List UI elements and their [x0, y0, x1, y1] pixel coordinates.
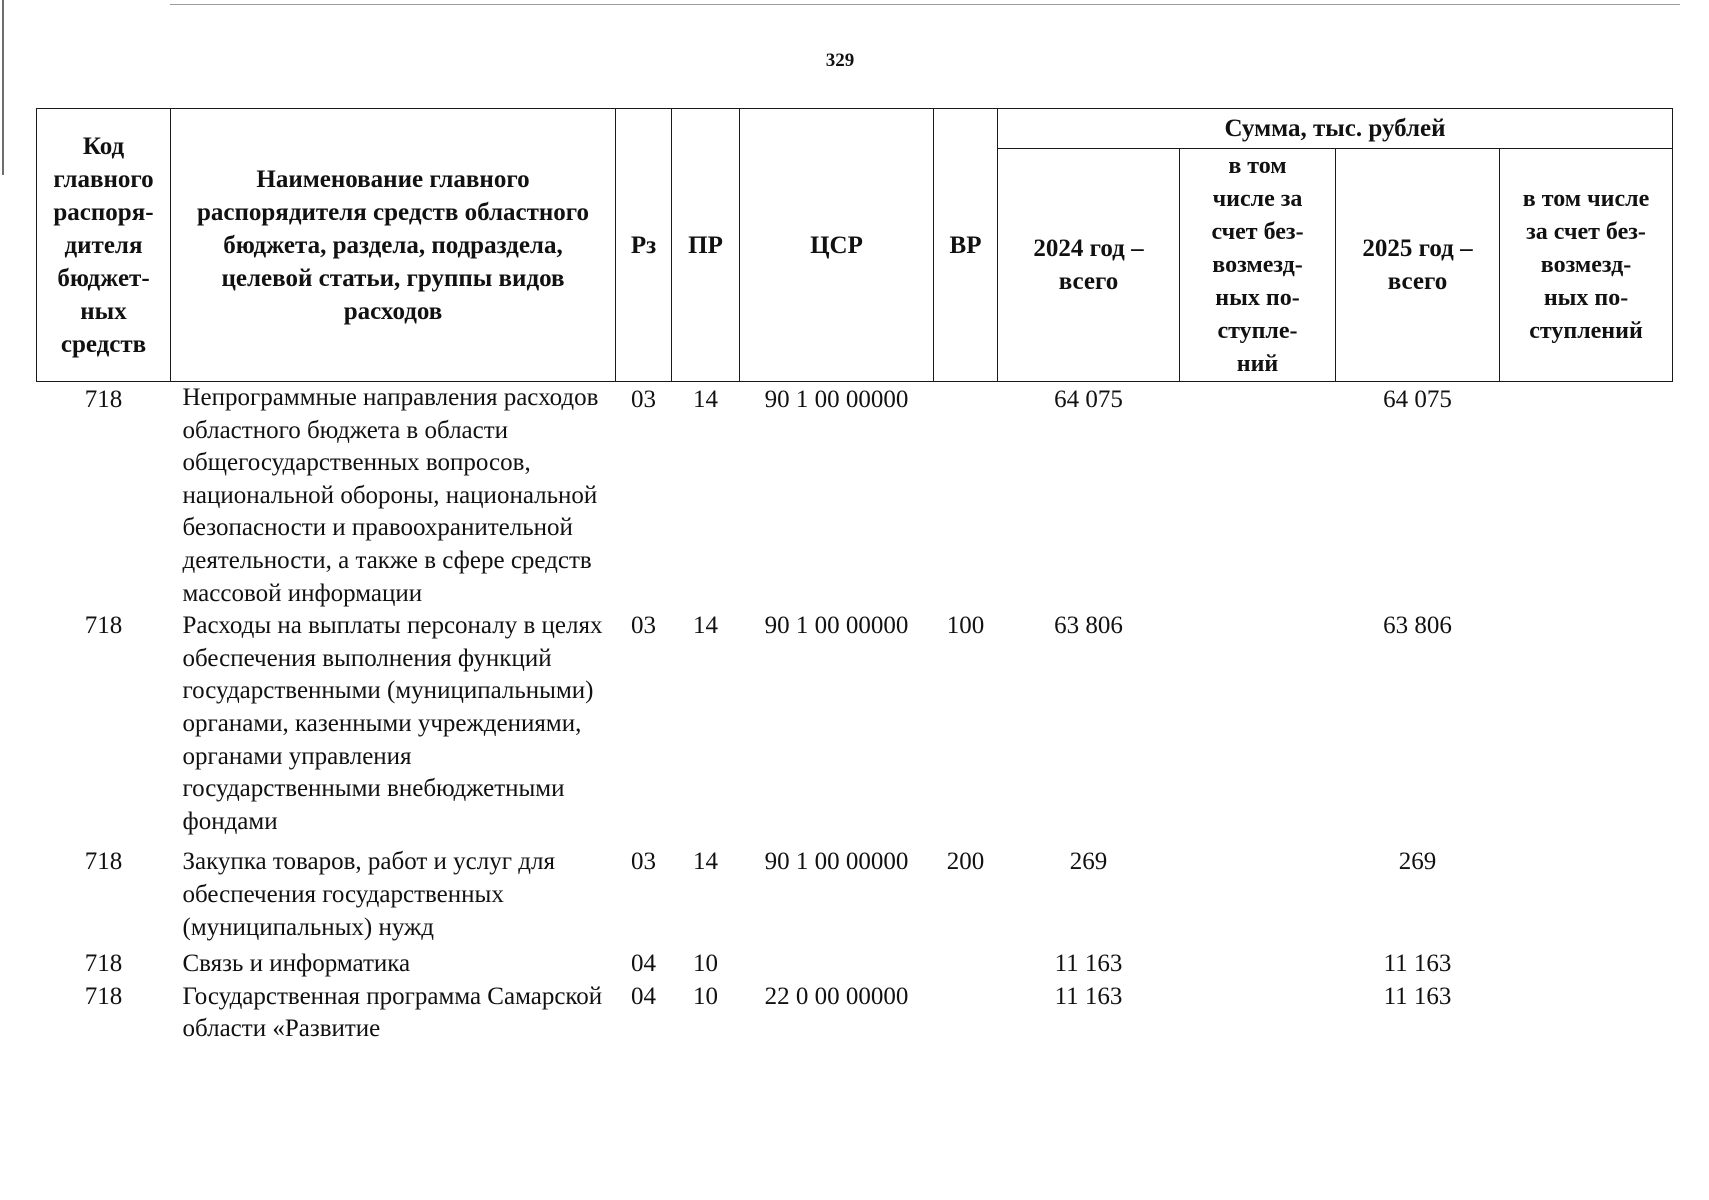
cell-sum-2025: 269 — [1398, 848, 1437, 876]
page-number: 329 — [825, 50, 855, 71]
cell-vr — [934, 382, 998, 611]
cell-bezvozm-2025 — [1500, 382, 1673, 611]
header-name: Наименование главного распорядителя средств областного бюджета, раздела, подраздела, целевой статьи, группы видов расходов — [171, 109, 616, 382]
cell-vr — [934, 944, 998, 981]
header-sum-2024: 2024 год – всего — [998, 149, 1180, 382]
cell-name: Непрограммные направления расходов областного бюджета в области общегосударственных вопросов, национальной обороны, национальной безопасности и правоохранительной деятельности, а также в сфере средств массовой информации — [182, 384, 599, 607]
cell-name: Закупка товаров, работ и услуг для обеспечения государственных (муниципальных) нужд — [182, 848, 555, 941]
cell-bezvozm-2024 — [1180, 838, 1336, 944]
table-row — [37, 838, 1673, 944]
cell-pr: 10 — [693, 982, 718, 1010]
table-row — [37, 610, 1673, 838]
header-pr: ПР — [672, 109, 740, 382]
cell-vr: 100 — [946, 612, 985, 640]
cell-bezvozm-2025 — [1500, 981, 1673, 1046]
cell-rz: 04 — [631, 982, 656, 1010]
cell-sum-2024: 63 806 — [1054, 612, 1123, 640]
scan-edge-left — [2, 0, 4, 175]
header-vr: ВР — [934, 109, 998, 382]
cell-sum-2024: 11 163 — [1054, 982, 1123, 1010]
cell-sum-2025: 63 806 — [1383, 612, 1452, 640]
cell-csr: 22 0 00 00000 — [764, 982, 909, 1010]
table-row — [37, 944, 1673, 981]
cell-rz: 04 — [631, 950, 656, 978]
cell-sum-2025: 64 075 — [1383, 386, 1452, 413]
cell-code: 718 — [84, 386, 123, 413]
cell-bezvozm-2024 — [1180, 981, 1336, 1046]
cell-code: 718 — [84, 848, 123, 876]
cell-bezvozm-2024 — [1180, 382, 1336, 611]
cell-sum-2025: 11 163 — [1383, 982, 1452, 1010]
cell-sum-2025: 11 163 — [1383, 950, 1452, 978]
cell-bezvozm-2025 — [1500, 838, 1673, 944]
header-code: Код главного распоря-дителя бюджет-ных средств — [37, 109, 171, 382]
cell-vr — [934, 981, 998, 1046]
cell-csr: 90 1 00 00000 — [764, 848, 909, 876]
cell-pr: 14 — [693, 612, 718, 640]
cell-code: 718 — [84, 950, 123, 978]
header-sum-2025: 2025 год – всего — [1336, 149, 1500, 382]
header-rz: Рз — [616, 109, 672, 382]
header-sum-group: Сумма, тыс. рублей — [998, 109, 1673, 149]
cell-bezvozm-2024 — [1180, 610, 1336, 838]
cell-rz: 03 — [631, 612, 656, 640]
cell-bezvozm-2024 — [1180, 944, 1336, 981]
cell-bezvozm-2025 — [1500, 610, 1673, 838]
table-header — [37, 109, 1673, 382]
table-body — [37, 382, 1673, 1046]
budget-table — [36, 108, 1673, 1046]
table-row — [37, 981, 1673, 1046]
header-bezvozm-2024: в том числе за счет без-возмезд-ных по-ступле-ний — [1180, 149, 1336, 382]
cell-rz: 03 — [631, 386, 656, 413]
scan-edge-top — [170, 4, 1680, 5]
header-csr: ЦСР — [740, 109, 934, 382]
cell-code: 718 — [84, 612, 123, 640]
cell-sum-2024: 64 075 — [1054, 386, 1123, 413]
header-bezvozm-2025: в том числе за счет без-возмезд-ных по-ступлений — [1500, 149, 1673, 382]
cell-code: 718 — [84, 982, 123, 1010]
cell-csr: 90 1 00 00000 — [764, 386, 909, 413]
table-row — [37, 382, 1673, 611]
cell-rz: 03 — [631, 848, 656, 876]
cell-pr: 14 — [693, 848, 718, 876]
cell-sum-2024: 269 — [1069, 848, 1108, 876]
cell-name: Расходы на выплаты персоналу в целях обеспечения выполнения функций государственными (муниципальными) органами, казенными учреждениями, органами управления государственными внебюджетными фондами — [182, 612, 603, 835]
cell-pr: 14 — [693, 386, 718, 413]
cell-bezvozm-2025 — [1500, 944, 1673, 981]
cell-vr: 200 — [946, 848, 985, 876]
cell-name: Государственная программа Самарской области «Развитие — [182, 982, 603, 1043]
cell-csr: 90 1 00 00000 — [764, 612, 909, 640]
cell-pr: 10 — [693, 950, 718, 978]
cell-name: Связь и информатика — [182, 950, 411, 978]
cell-csr — [740, 944, 934, 981]
cell-sum-2024: 11 163 — [1054, 950, 1123, 978]
